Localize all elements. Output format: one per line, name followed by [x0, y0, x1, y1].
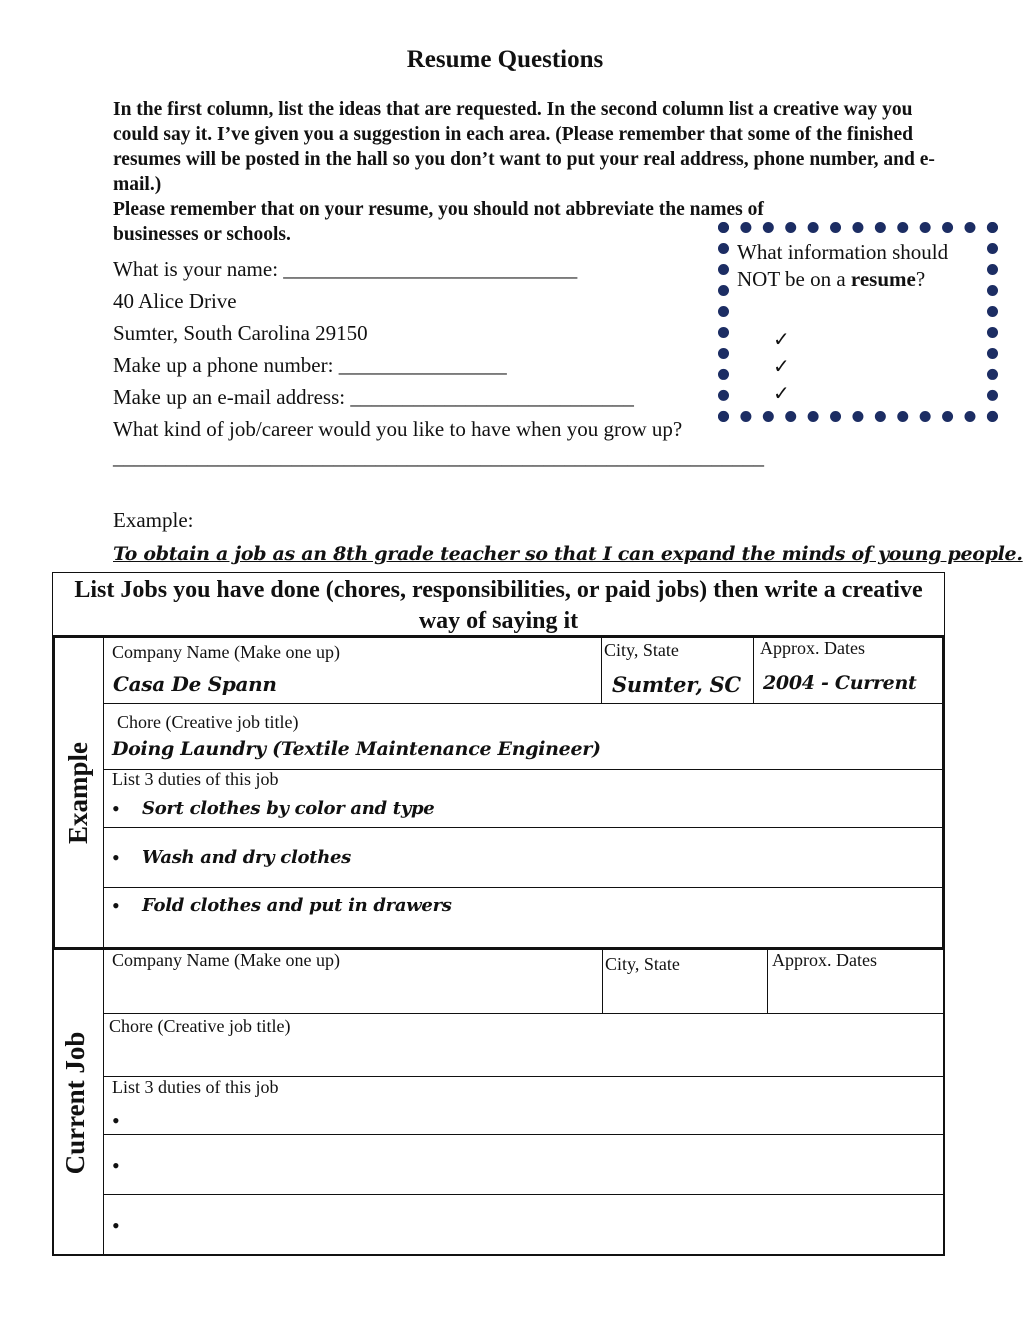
- company-value: Casa De Spann: [113, 672, 277, 696]
- current-city-input[interactable]: [604, 978, 765, 1011]
- duty-item: Fold clothes and put in drawers: [142, 895, 452, 916]
- chore-label: Chore (Creative job title): [117, 712, 299, 732]
- check-icon: ✓: [773, 383, 790, 405]
- dates-value: 2004 - Current: [763, 672, 917, 694]
- current-dates-label: Approx. Dates: [772, 950, 877, 970]
- current-duty-input-2[interactable]: [130, 1138, 940, 1192]
- table-header: List Jobs you have done (chores, responsibilities, or paid jobs) then write a creative way of saying it: [74, 577, 923, 634]
- company-label: Company Name (Make one up): [112, 642, 340, 662]
- callout-text: What information should NOT be on a: [737, 240, 949, 291]
- career-question: What kind of job/career would you like to have when you grow up?: [113, 417, 683, 441]
- current-chore-input[interactable]: [105, 1040, 942, 1074]
- page-title: Resume Questions: [406, 46, 604, 73]
- current-duties-label: List 3 duties of this job: [112, 1077, 279, 1097]
- example-label: Example:: [113, 508, 194, 532]
- callout-question-mark: ?: [915, 267, 926, 291]
- instructions-paragraph-2: Please remember that on your resume, you should not abbreviate the names of businesses or schools.: [113, 199, 764, 245]
- check-icon: ✓: [773, 356, 790, 378]
- city-label: City, State: [604, 640, 679, 660]
- callout-bold-word: resume: [850, 267, 916, 291]
- chore-value: Doing Laundry (Textile Maintenance Engineer): [112, 738, 601, 760]
- bullet-icon: •: [112, 893, 120, 918]
- example-side-label: Example: [63, 742, 93, 845]
- email-field[interactable]: Make up an e-mail address: ___________________________: [113, 385, 634, 409]
- current-job-side-label: Current Job: [60, 1031, 90, 1175]
- dates-label: Approx. Dates: [760, 638, 865, 658]
- bullet-icon: •: [112, 845, 120, 870]
- career-answer-blank[interactable]: ______________________________________________________________: [113, 445, 764, 469]
- phone-field[interactable]: Make up a phone number: ________________: [113, 353, 507, 377]
- bullet-icon: •: [112, 1213, 120, 1238]
- name-field[interactable]: What is your name: ____________________________: [113, 257, 578, 281]
- bullet-icon: •: [112, 1153, 120, 1178]
- city-value: Sumter, SC: [612, 672, 741, 697]
- current-chore-label: Chore (Creative job title): [109, 1016, 291, 1036]
- current-company-input[interactable]: [105, 975, 599, 1011]
- current-duty-input-1[interactable]: [130, 1102, 940, 1132]
- duties-label: List 3 duties of this job: [112, 769, 279, 789]
- duty-item: Wash and dry clothes: [142, 847, 351, 868]
- current-duty-input-3[interactable]: [130, 1198, 940, 1252]
- current-city-label: City, State: [605, 954, 680, 974]
- example-objective-text: To obtain a job as an 8th grade teacher so that I can expand the minds of young people.: [113, 543, 1023, 565]
- instructions-paragraph-1: In the first column, list the ideas that are requested. In the second column list a creative way you could say it. I’ve given you a suggestion in each area. (Please remember that some of the finished resumes will be posted in the hall so you don’t want to put your real address, phone number, and e-mail.): [113, 99, 935, 195]
- callout-box: [718, 222, 998, 422]
- bullet-icon: •: [112, 1108, 120, 1133]
- duty-item: Sort clothes by color and type: [142, 798, 435, 819]
- check-icon: ✓: [773, 329, 790, 351]
- address-line-2: Sumter, South Carolina 29150: [113, 321, 368, 345]
- bullet-icon: •: [112, 796, 120, 821]
- current-company-label: Company Name (Make one up): [112, 950, 340, 970]
- address-line-1: 40 Alice Drive: [113, 289, 237, 313]
- callout-question: [737, 239, 977, 293]
- current-dates-input[interactable]: [769, 975, 942, 1011]
